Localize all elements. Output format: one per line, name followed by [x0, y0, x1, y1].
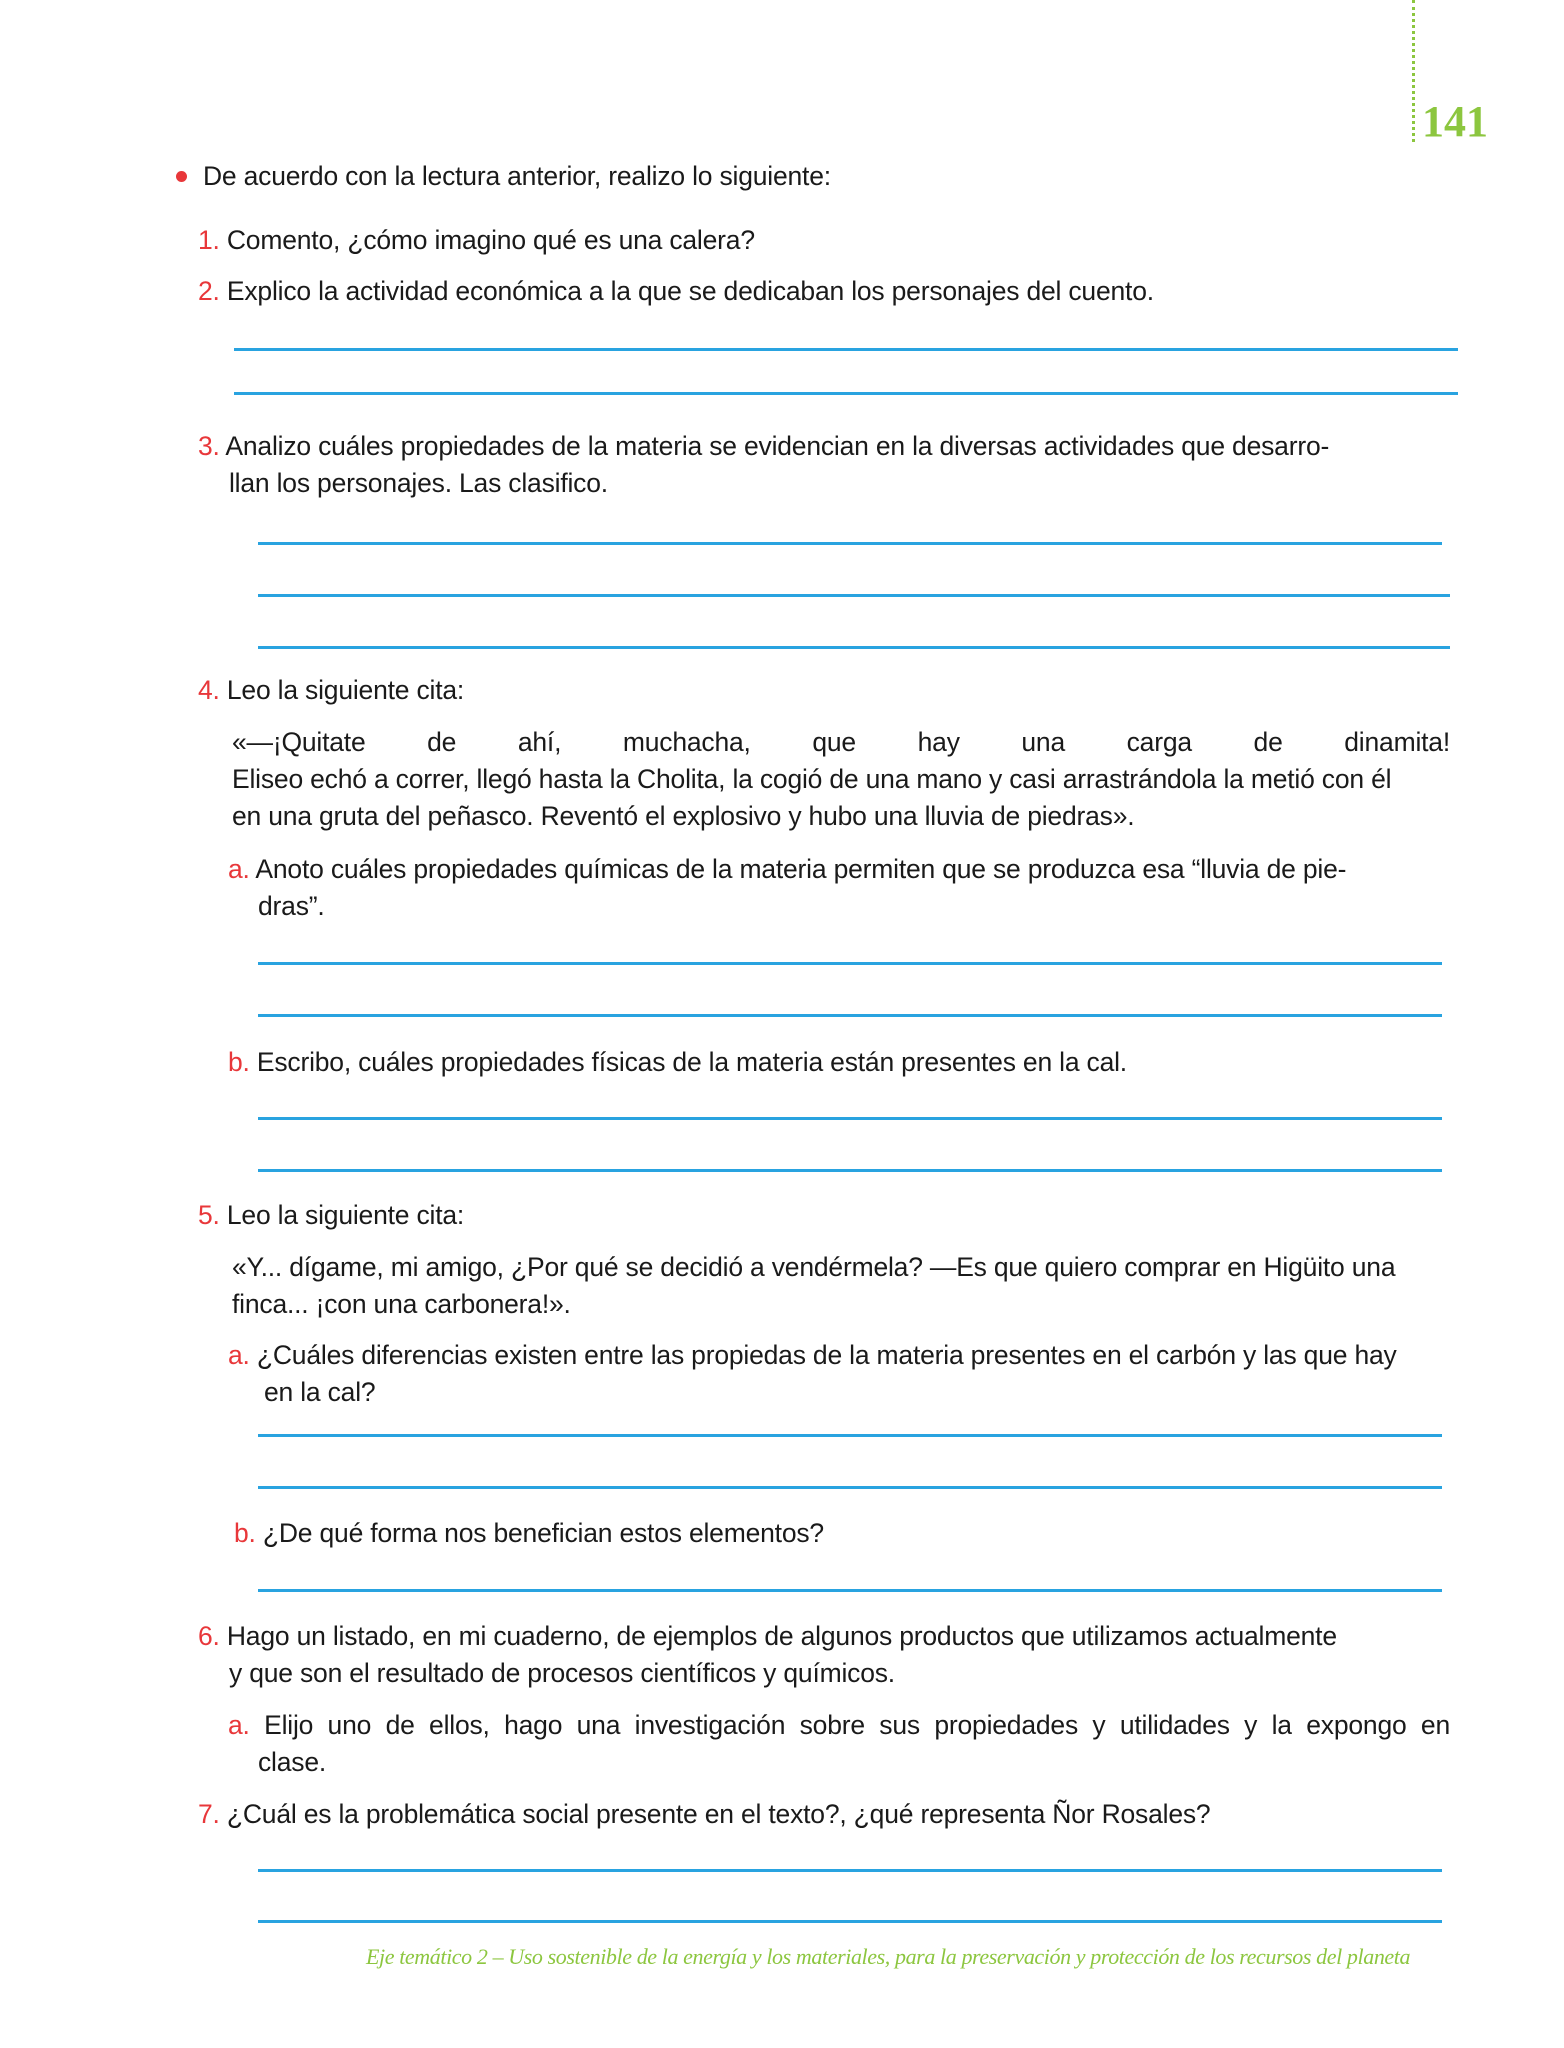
question-number: 4.: [198, 675, 220, 705]
bullet-dot-icon: [176, 171, 187, 182]
question-text: Leo la siguiente cita:: [226, 1200, 465, 1230]
question-text-line1: Analizo cuáles propiedades de la materia se evidencian en la diversas actividades que desarro-: [225, 431, 1330, 461]
question-number: 6.: [198, 1621, 220, 1651]
quote-line-3: en una gruta del peñasco. Reventó el explosivo y hubo una lluvia de piedras».: [232, 801, 1135, 831]
footer-theme-axis: Eje temático 2 – Uso sostenible de la energía y los materiales, para la preservación y protección de los recursos del planeta: [366, 1944, 1411, 1969]
subquestion-text: ¿De qué forma nos benefician estos elementos?: [262, 1518, 824, 1548]
subquestion-4a: [228, 851, 1346, 888]
answer-line[interactable]: [258, 1434, 1442, 1437]
answer-line[interactable]: [234, 392, 1458, 395]
subquestion-text: Escribo, cuáles propiedades físicas de la materia están presentes en la cal.: [256, 1047, 1127, 1077]
answer-line[interactable]: [258, 542, 1442, 545]
answer-line[interactable]: [258, 1014, 1442, 1017]
question-3: [198, 428, 1329, 465]
question-number: 7.: [198, 1799, 220, 1829]
subquestion-5a: [228, 1337, 1397, 1374]
answer-line[interactable]: [258, 1117, 1442, 1120]
subquestion-text-line2: clase.: [258, 1747, 327, 1777]
quote-line-1: «—¡Quitate de ahí, muchacha, que hay una carga de dinamita!: [232, 727, 1450, 757]
subquestion-letter: a.: [228, 1340, 250, 1370]
subquestion-text-line2: dras”.: [258, 891, 325, 921]
subquestion-letter: b.: [234, 1518, 256, 1548]
question-text-line1: Hago un listado, en mi cuaderno, de ejemplos de algunos productos que utilizamos actualmente: [226, 1621, 1337, 1651]
subquestion-text-line1: Elijo uno de ellos, hago una investigación sobre sus propiedades y utilidades y la expongo en: [264, 1710, 1450, 1740]
subquestion-letter: b.: [228, 1047, 250, 1077]
subquestion-text-line2: en la cal?: [264, 1377, 376, 1407]
question-text: Explico la actividad económica a la que se dedicaban los personajes del cuento.: [226, 276, 1154, 306]
question-7: [198, 1796, 1210, 1833]
margin-dotted-rule: [1412, 0, 1415, 142]
question-4: [198, 672, 464, 709]
question-number: 5.: [198, 1200, 220, 1230]
answer-line[interactable]: [258, 1920, 1442, 1923]
subquestion-6a: [228, 1707, 1450, 1744]
answer-line[interactable]: [258, 1869, 1442, 1872]
question-text-line2: y que son el resultado de procesos científicos y químicos.: [229, 1658, 895, 1688]
subquestion-text-line1: Anoto cuáles propiedades químicas de la materia permiten que se produzca esa “lluvia de pie-: [255, 854, 1347, 884]
answer-line[interactable]: [258, 1486, 1442, 1489]
intro-instruction: De acuerdo con la lectura anterior, realizo lo siguiente:: [203, 161, 831, 191]
question-number: 3.: [198, 431, 220, 461]
page-number: 141: [1422, 97, 1488, 146]
subquestion-5b: [234, 1515, 824, 1552]
quote-line-1: «Y... dígame, mi amigo, ¿Por qué se decidió a vendérmela? —Es que quiero comprar en Higüito una: [232, 1252, 1396, 1282]
question-text: Leo la siguiente cita:: [226, 675, 465, 705]
question-text: Comento, ¿cómo imagino qué es una calera?: [226, 225, 755, 255]
question-number: 2.: [198, 276, 220, 306]
question-6: [198, 1618, 1337, 1655]
subquestion-letter: a.: [228, 1710, 250, 1740]
question-text: ¿Cuál es la problemática social presente en el texto?, ¿qué representa Ñor Rosales?: [226, 1799, 1211, 1829]
answer-line[interactable]: [258, 962, 1442, 965]
subquestion-4b: [228, 1044, 1127, 1081]
answer-line[interactable]: [258, 594, 1450, 597]
answer-line[interactable]: [258, 646, 1450, 649]
answer-line[interactable]: [258, 1169, 1442, 1172]
question-1: [198, 222, 755, 259]
quote-line-2: Eliseo echó a correr, llegó hasta la Cholita, la cogió de una mano y casi arrastrándola la metió con él: [232, 764, 1392, 794]
question-5: [198, 1197, 464, 1234]
question-number: 1.: [198, 225, 220, 255]
question-2: [198, 273, 1154, 310]
answer-line[interactable]: [258, 1589, 1442, 1592]
answer-line[interactable]: [234, 348, 1458, 351]
subquestion-letter: a.: [228, 854, 250, 884]
subquestion-text-line1: ¿Cuáles diferencias existen entre las propiedas de la materia presentes en el carbón y las que hay: [256, 1340, 1397, 1370]
question-text-line2: llan los personajes. Las clasifico.: [229, 468, 608, 498]
quote-line-2: finca... ¡con una carbonera!».: [232, 1289, 571, 1319]
